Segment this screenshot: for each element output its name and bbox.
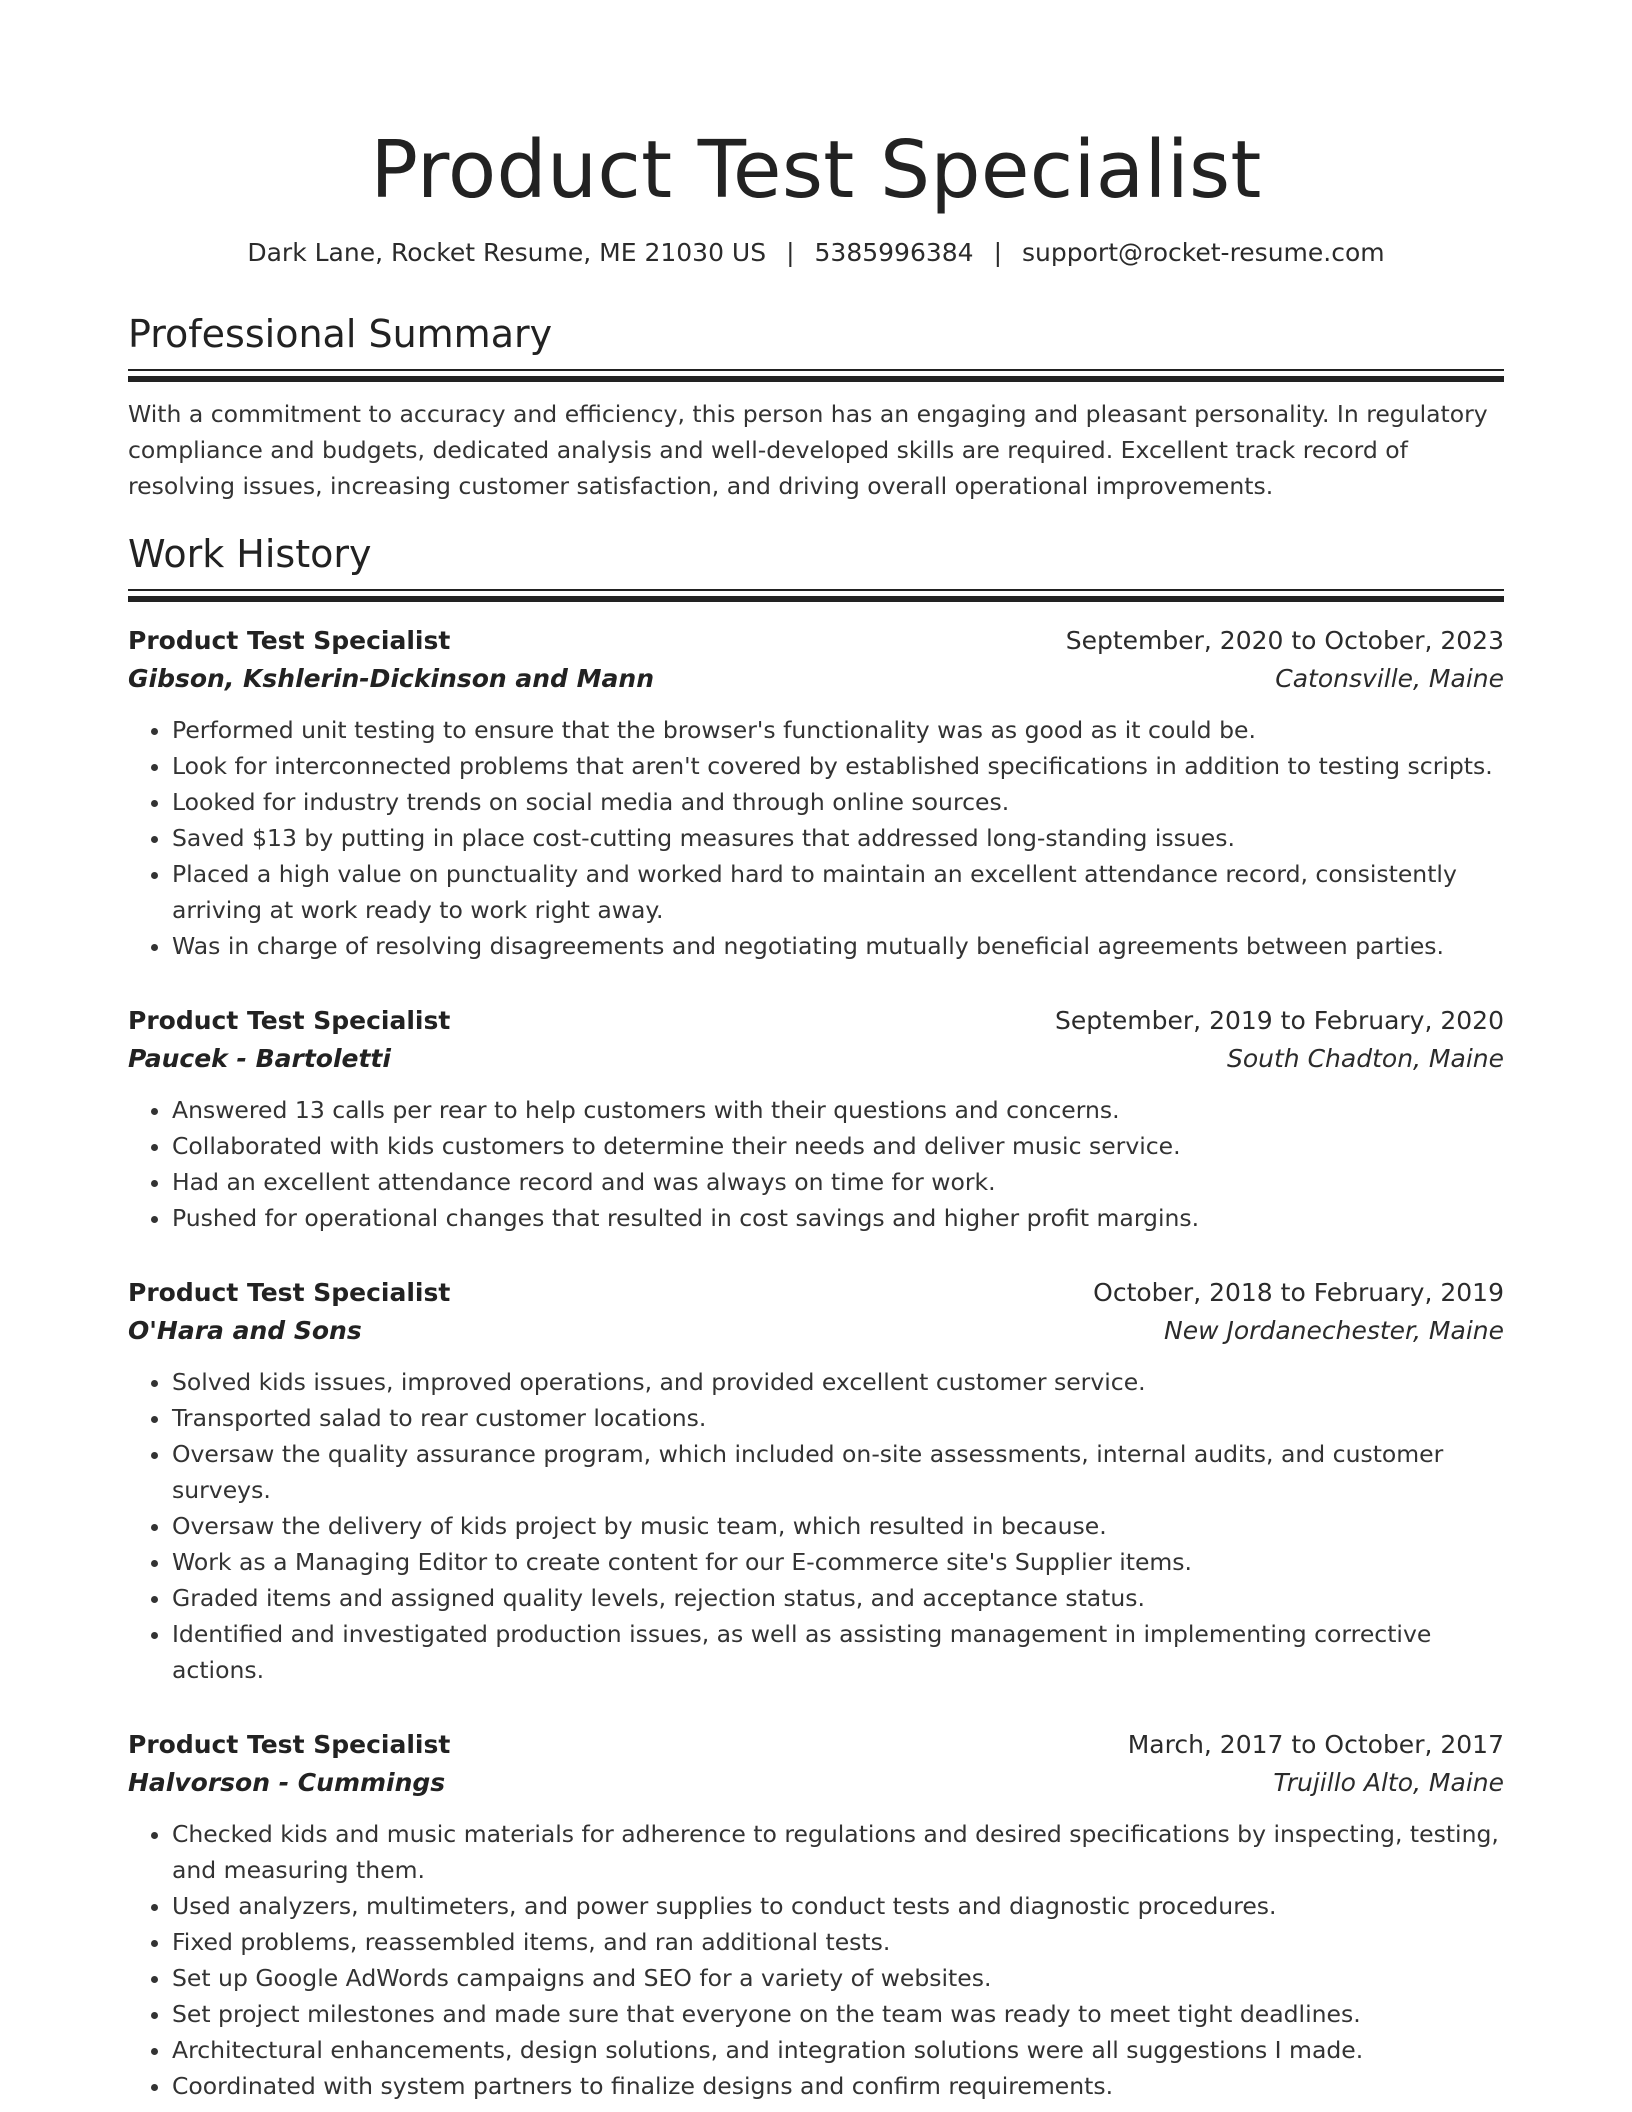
work-history-heading: Work History [128, 532, 372, 576]
job-bullets [128, 1364, 1504, 1688]
job-title: Product Test Specialist [128, 626, 451, 655]
job-bullet: • Collaborated with kids customers to determine their needs and deliver music service. [172, 1128, 1504, 1164]
job-bullet: • Answered 13 calls per rear to help customers with their questions and concerns. [172, 1092, 1504, 1128]
job-header-row [128, 1726, 1504, 1764]
job-company: Paucek - Bartoletti [128, 1044, 391, 1073]
job-dates: March, 2017 to October, 2017 [1127, 1730, 1504, 1759]
job-title: Product Test Specialist [128, 1006, 451, 1035]
contact-line [128, 236, 1504, 270]
job-bullet: • Solved kids issues, improved operations, and provided excellent customer service. [172, 1364, 1504, 1400]
professional-summary-section [128, 310, 1504, 504]
section-divider [128, 589, 1504, 602]
job-bullet: • Performed unit testing to ensure that the browser's functionality was as good as it could be. [172, 712, 1504, 748]
job-title: Product Test Specialist [128, 1278, 451, 1307]
job-title: Product Test Specialist [128, 1730, 451, 1759]
contact-email: support@rocket-resume.com [1022, 238, 1385, 267]
job-bullet: • Saved $13 by putting in place cost-cutting measures that addressed long-standing issues. [172, 820, 1504, 856]
job-entry [128, 1002, 1504, 1236]
contact-separator: | [993, 238, 1003, 267]
job-company-row [128, 1764, 1504, 1802]
job-bullet: • Checked kids and music materials for adherence to regulations and desired specifications by inspecting, testing, and measuring them. [172, 1816, 1504, 1888]
work-history-section [128, 530, 1504, 2104]
job-bullet: • Look for interconnected problems that aren't covered by established specifications in addition to testing scripts. [172, 748, 1504, 784]
job-bullet: • Placed a high value on punctuality and worked hard to maintain an excellent attendance record, consistently arriving at work ready to work right away. [172, 856, 1504, 928]
job-dates: September, 2019 to February, 2020 [1055, 1006, 1504, 1035]
job-bullet: • Coordinated with system partners to finalize designs and confirm requirements. [172, 2068, 1504, 2104]
job-bullet: • Pushed for operational changes that resulted in cost savings and higher profit margins. [172, 1200, 1504, 1236]
job-bullet: • Set project milestones and made sure that everyone on the team was ready to meet tight deadlines. [172, 1996, 1504, 2032]
job-bullet: • Transported salad to rear customer locations. [172, 1400, 1504, 1436]
job-bullet: • Had an excellent attendance record and was always on time for work. [172, 1164, 1504, 1200]
job-bullet: • Work as a Managing Editor to create content for our E-commerce site's Supplier items. [172, 1544, 1504, 1580]
job-location: New Jordanechester, Maine [1164, 1316, 1504, 1345]
job-bullet: • Fixed problems, reassembled items, and ran additional tests. [172, 1924, 1504, 1960]
job-location: South Chadton, Maine [1227, 1044, 1504, 1073]
job-header-row [128, 622, 1504, 660]
job-dates: October, 2018 to February, 2019 [1093, 1278, 1504, 1307]
job-bullet: • Oversaw the delivery of kids project by music team, which resulted in because. [172, 1508, 1504, 1544]
contact-separator: | [786, 238, 795, 267]
job-entry [128, 1726, 1504, 2104]
job-entry [128, 1274, 1504, 1688]
job-bullet: • Set up Google AdWords campaigns and SEO for a variety of websites. [172, 1960, 1504, 1996]
job-company-row [128, 1040, 1504, 1078]
job-bullet: • Oversaw the quality assurance program, which included on-site assessments, internal audits, and customer surveys. [172, 1436, 1504, 1508]
job-company: O'Hara and Sons [128, 1316, 362, 1345]
job-bullet: • Graded items and assigned quality levels, rejection status, and acceptance status. [172, 1580, 1504, 1616]
job-location: Trujillo Alto, Maine [1273, 1768, 1504, 1797]
job-company: Halvorson - Cummings [128, 1768, 446, 1797]
job-bullet: • Was in charge of resolving disagreements and negotiating mutually beneficial agreements between parties. [172, 928, 1504, 964]
summary-text: With a commitment to accuracy and efficiency, this person has an engaging and pleasant personality. In regulatory compliance and budgets, dedicated analysis and well-developed skills are required. Excellent track record of resolving issues, increasing customer satisfaction, and driving overall operational improvements. [128, 400, 1488, 500]
job-entry [128, 622, 1504, 964]
section-divider [128, 369, 1504, 382]
resume-name: Product Test Specialist [370, 124, 1262, 216]
job-dates: September, 2020 to October, 2023 [1065, 626, 1504, 655]
contact-address: Dark Lane, Rocket Resume, ME 21030 US [247, 238, 767, 267]
job-company-row [128, 660, 1504, 698]
job-location: Catonsville, Maine [1275, 664, 1504, 693]
job-company: Gibson, Kshlerin-Dickinson and Mann [128, 664, 654, 693]
job-bullet: • Used analyzers, multimeters, and power supplies to conduct tests and diagnostic procedures. [172, 1888, 1504, 1924]
job-company-row [128, 1312, 1504, 1350]
job-bullet: • Looked for industry trends on social media and through online sources. [172, 784, 1504, 820]
job-bullets [128, 1816, 1504, 2104]
job-header-row [128, 1002, 1504, 1040]
job-bullets [128, 1092, 1504, 1236]
job-header-row [128, 1274, 1504, 1312]
contact-phone: 5385996384 [814, 238, 974, 267]
job-bullets [128, 712, 1504, 964]
job-bullet: • Identified and investigated production issues, as well as assisting management in implementing corrective actions. [172, 1616, 1504, 1688]
summary-heading: Professional Summary [128, 312, 553, 356]
job-bullet: • Architectural enhancements, design solutions, and integration solutions were all suggestions I made. [172, 2032, 1504, 2068]
